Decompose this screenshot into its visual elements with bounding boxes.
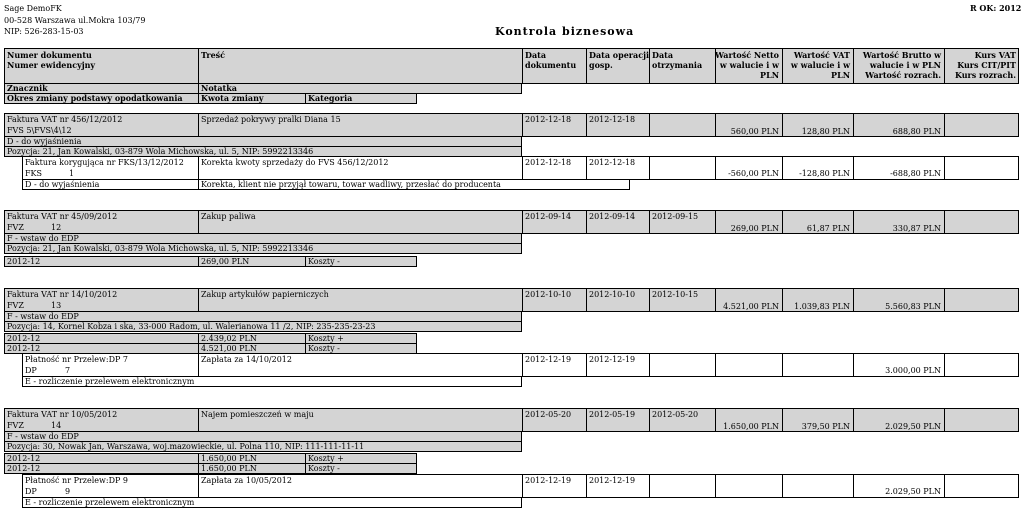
doc-number: Faktura VAT nr 456/12/2012 bbox=[7, 115, 123, 124]
company-nip: NIP: 526-283-15-03 bbox=[4, 27, 84, 36]
company-name: Sage DemoFK bbox=[4, 4, 62, 13]
doc-position: Pozycja: 21, Jan Kowalski, 03-879 Wola Michowska, ul. 5, NIP: 5992213346 bbox=[7, 147, 314, 156]
doc-flag: D - do wyjaśnienia bbox=[7, 137, 82, 146]
doc-content: Sprzedaż pokrywy pralki Diana 15 bbox=[201, 115, 341, 124]
col-received: Data bbox=[652, 50, 673, 60]
report-year: R OK: 2012 bbox=[970, 3, 1022, 13]
company-address: 00-528 Warszawa ul.Mokra 103/79 bbox=[4, 16, 146, 25]
col-record-number: Numer ewidencyjny bbox=[7, 60, 96, 70]
doc-record: FVS 5\FVS\4\12 bbox=[7, 126, 72, 135]
col-op-date: Data operacji bbox=[589, 50, 650, 60]
col-content: Treść bbox=[201, 50, 226, 60]
report-title: Kontrola biznesowa bbox=[495, 25, 635, 38]
col-net: Wartość Netto bbox=[715, 50, 780, 60]
col-gross: Wartość Brutto w bbox=[862, 50, 941, 60]
col-vat: Wartość VAT bbox=[793, 50, 850, 60]
col-date: Data bbox=[525, 50, 546, 60]
col-doc-number: Numer dokumentu bbox=[7, 50, 92, 60]
col-rate: Kurs VAT bbox=[974, 50, 1016, 60]
